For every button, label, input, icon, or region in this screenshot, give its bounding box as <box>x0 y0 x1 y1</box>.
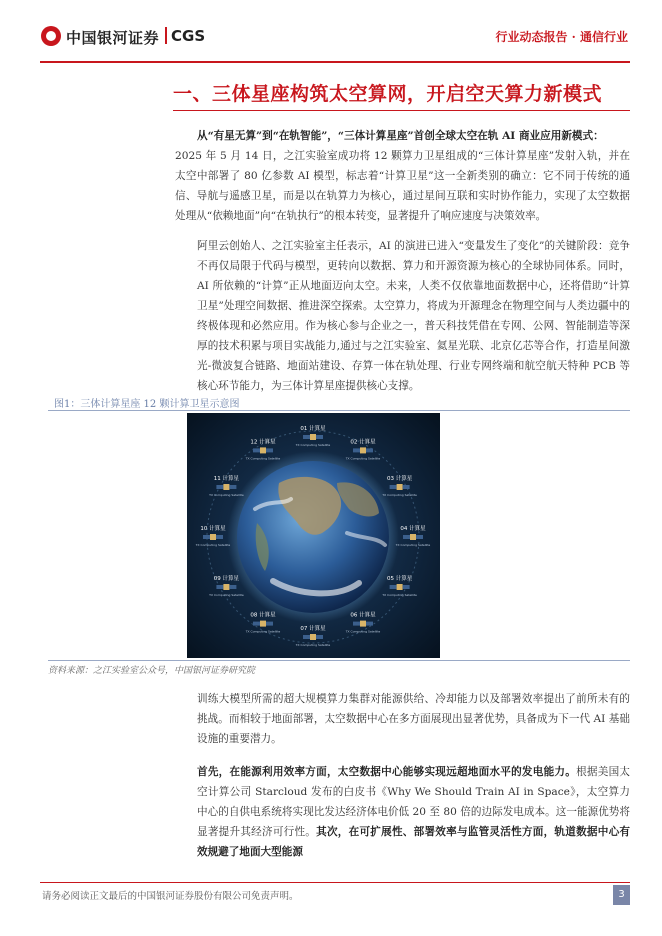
figure-caption: 图1：三体计算星座 12 颗计算卫星示意图 <box>54 399 240 410</box>
satellite-icon <box>397 584 403 590</box>
paragraph-4-lead-2: 其次，在可扩展性、部署效率与监管灵活性方面，轨道数据中心有效规避了地面大型能源 <box>197 826 630 858</box>
solar-panel <box>366 622 373 626</box>
figure-source: 资料来源：之江实验室公众号，中国银河证券研究院 <box>48 666 256 676</box>
figure-top-rule <box>48 410 630 411</box>
satellite-icon <box>210 534 216 540</box>
page-number: 3 <box>613 885 630 905</box>
satellite-sublabel: TX Computing Satellite <box>295 643 331 647</box>
satellite-icon <box>310 634 316 640</box>
paragraph-4 <box>175 762 630 862</box>
footer-divider <box>40 882 630 883</box>
paragraph-4-lead: 首先，在能源利用效率方面，太空数据中心能够实现远超地面水平的发电能力。 <box>197 766 577 778</box>
footer-disclaimer: 请务必阅读正文最后的中国银河证券股份有限公司免责声明。 <box>42 891 299 902</box>
solar-panel <box>366 448 373 452</box>
satellite-sublabel: TX Computing Satellite <box>209 593 244 597</box>
satellite-label: 03 计算星 <box>386 476 413 482</box>
satellite-icon <box>223 484 229 490</box>
satellite-label: 08 计算星 <box>250 612 276 619</box>
satellite-icon <box>410 534 416 540</box>
section-title-underline <box>173 110 630 111</box>
satellite-icon <box>260 447 266 453</box>
satellite-sublabel: TX Computing Satellite <box>209 493 244 497</box>
solar-panel <box>229 485 236 489</box>
solar-panel <box>216 585 223 589</box>
satellite-label: 02 计算星 <box>350 439 376 446</box>
section-title: 一、三体星座构筑太空算网，开启空天算力新模式 <box>173 83 603 105</box>
paragraph-3 <box>175 689 630 749</box>
solar-panel <box>416 535 423 539</box>
logo-chinese: 中国银河证券 <box>66 29 160 47</box>
satellite-label: 06 计算星 <box>350 612 376 619</box>
paragraph-1-lead: 从“有星无算”到“在轨智能”，“三体计算星座”首创全球太空在轨 AI 商业应用新模式： <box>197 130 604 142</box>
satellite-label: 09 计算星 <box>213 576 240 582</box>
solar-panel <box>390 585 397 589</box>
solar-panel <box>303 635 310 639</box>
satellite-sublabel: TX Computing Satellite <box>195 543 231 547</box>
solar-panel <box>266 448 273 452</box>
logo-english: CGS <box>171 27 206 45</box>
satellite-icon <box>360 447 366 453</box>
solar-panel <box>203 535 210 539</box>
figure-bottom-rule <box>48 660 630 661</box>
header-divider <box>40 61 630 63</box>
satellite-icon <box>310 434 316 440</box>
solar-panel <box>353 448 360 452</box>
solar-panel <box>403 485 410 489</box>
satellite-label: 07 计算星 <box>300 626 326 632</box>
page-header <box>0 0 662 62</box>
solar-panel <box>253 448 260 452</box>
satellite-label: 11 计算星 <box>213 476 240 482</box>
solar-panel <box>316 435 323 439</box>
satellite-sublabel: TX Computing Satellite <box>345 629 381 634</box>
solar-panel <box>216 535 223 539</box>
satellite-sublabel: TX Computing Satellite <box>395 543 431 547</box>
constellation-figure <box>187 413 440 658</box>
solar-panel <box>216 485 223 489</box>
satellite-label: 12 计算星 <box>250 439 276 446</box>
paragraph-2-body: 阿里云创始人、之江实验室主任表示，AI 的演进已进入“变量发生了变化”的关键阶段：竞争不再仅局限于代码与模型，更转向以数据、算力和开源资源为核心的全球协同体系。同时，AI 所依赖的“计算”正从地面迈向太空。未来，人类不仅依靠地面数据中心，还将借助“计算卫星”处理空间数据、推进深空探索。太空算力，将成为开源理念在物理空间与人类边疆中的终极体现和必然应用。作为核心参与企业之一，普天科技凭借在专网、公网、智能制造等深厚的技术积累与项目实战能力,通过与之江实验室、氦星光联、北京亿芯等合作，打造星间激光-微波复合链路、地面站建设、存算一体在轨处理、行业专网终端和航空航天特种 PCB 等核心环节能力，为三体计算星座提供核心支撑。 <box>197 240 630 392</box>
solar-panel <box>303 435 310 439</box>
satellite-sublabel: TX Computing Satellite <box>382 593 417 597</box>
satellite-sublabel: TX Computing Satellite <box>345 456 381 461</box>
paragraph-1 <box>175 126 630 226</box>
paragraph-2 <box>175 236 630 396</box>
solar-panel <box>229 585 236 589</box>
satellite-icon <box>397 484 403 490</box>
satellite-label: 04 计算星 <box>400 526 426 532</box>
satellite-icon <box>360 621 366 627</box>
satellite-label: 01 计算星 <box>300 426 326 432</box>
solar-panel <box>353 622 360 626</box>
satellite-sublabel: TX Computing Satellite <box>382 493 417 497</box>
solar-panel <box>390 485 397 489</box>
solar-panel <box>403 535 410 539</box>
satellite-icon <box>260 621 266 627</box>
report-type: 行业动态报告 · 通信行业 <box>495 30 628 44</box>
solar-panel <box>403 585 410 589</box>
cgs-logo-icon <box>41 26 61 46</box>
satellite-sublabel: TX Computing Satellite <box>245 629 281 634</box>
satellite-label: 05 计算星 <box>386 576 413 582</box>
logo-divider <box>165 27 167 44</box>
constellation-illustration <box>187 413 440 658</box>
solar-panel <box>316 635 323 639</box>
satellite-label: 10 计算星 <box>200 526 226 532</box>
satellite-sublabel: TX Computing Satellite <box>245 456 281 461</box>
solar-panel <box>253 622 260 626</box>
satellite-sublabel: TX Computing Satellite <box>295 443 331 447</box>
paragraph-1-body: 2025 年 5 月 14 日，之江实验室成功将 12 颗算力卫星组成的“三体计算星座”发射入轨，并在太空中部署了 80 亿参数 AI 模型，标志着“计算卫星”这一全新类别的确立：它不同于传统的通信、导航与遥感卫星，而是以在轨算力为核心，通过星间互联和实时协作能力，实现了太空数据处理从“依赖地面”向“在轨执行”的根本转变，显著提升了响应速度与决策效率。 <box>175 150 630 222</box>
solar-panel <box>266 622 273 626</box>
paragraph-4-body: 根据美国太空计算公司 Starcloud 发布的白皮书《Why We Should Train AI in Space》，太空算力中心的自供电系统将实现比发达经济体电价低 20 至 80 倍的边际发电成本。这一能源优势将显著提升其经济可行性。 <box>197 766 631 838</box>
satellite-icon <box>223 584 229 590</box>
paragraph-3-body: 训练大模型所需的超大规模算力集群对能源供给、冷却能力以及部署效率提出了前所未有的挑战。而相较于地面部署，太空数据中心在多方面展现出显著优势，具备成为下一代 AI 基础设施的重要潜力。 <box>197 693 630 745</box>
